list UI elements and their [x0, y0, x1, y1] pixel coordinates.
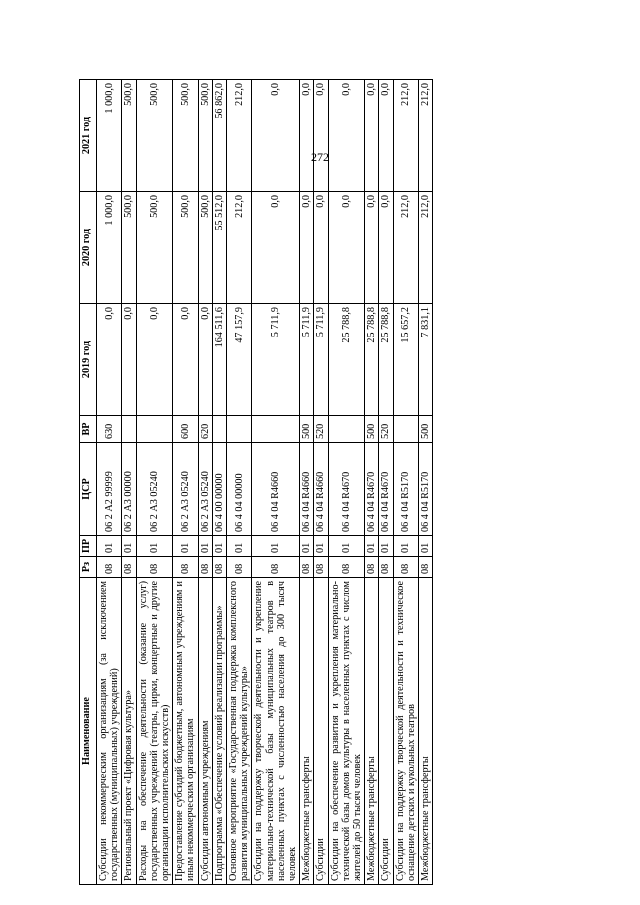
table-row — [97, 80, 122, 885]
cell-y2019: 15 657,2 — [393, 304, 418, 416]
cell-y2021: 212,0 — [393, 80, 418, 192]
cell-vr — [136, 416, 173, 443]
cell-y2021: 212,0 — [227, 80, 252, 192]
cell-rz: 08 — [328, 557, 365, 578]
cell-name: Субсидии — [314, 578, 328, 885]
header-row — [80, 80, 97, 885]
cell-vr — [212, 416, 226, 443]
cell-y2021: 0,0 — [379, 80, 393, 192]
cell-csr: 06 4 04 R4660 — [252, 443, 300, 536]
cell-y2021: 0,0 — [365, 80, 379, 192]
cell-vr — [393, 416, 418, 443]
cell-pr: 01 — [393, 536, 418, 557]
cell-y2020: 1 000,0 — [97, 192, 122, 304]
cell-y2020: 500,0 — [136, 192, 173, 304]
column-header: ПР — [80, 536, 97, 557]
cell-name: Предоставление субсидий бюджетным, автономным учреждениям и иным некоммерческим организациям — [173, 578, 198, 885]
cell-y2019: 0,0 — [122, 304, 136, 416]
cell-rz: 08 — [300, 557, 314, 578]
cell-y2020: 0,0 — [252, 192, 300, 304]
table-row — [365, 80, 379, 885]
cell-rz: 08 — [379, 557, 393, 578]
cell-y2020: 500,0 — [198, 192, 212, 304]
cell-pr: 01 — [314, 536, 328, 557]
cell-vr: 520 — [379, 416, 393, 443]
cell-name: Основное мероприятие «Государственная поддержка комплексного развития муниципальных учреждений культуры» — [227, 578, 252, 885]
table-row — [419, 80, 433, 885]
cell-vr: 600 — [173, 416, 198, 443]
cell-vr: 620 — [198, 416, 212, 443]
cell-pr: 01 — [173, 536, 198, 557]
cell-csr: 06 2 А3 05240 — [198, 443, 212, 536]
cell-rz: 08 — [252, 557, 300, 578]
cell-csr: 06 4 04 R4670 — [379, 443, 393, 536]
table-row — [173, 80, 198, 885]
column-header: Рз — [80, 557, 97, 578]
table-row — [136, 80, 173, 885]
cell-vr — [122, 416, 136, 443]
cell-pr: 01 — [136, 536, 173, 557]
cell-y2019: 164 511,6 — [212, 304, 226, 416]
column-header: Наименование — [80, 578, 97, 885]
cell-vr: 630 — [97, 416, 122, 443]
cell-csr: 06 4 04 R5170 — [419, 443, 433, 536]
cell-y2020: 500,0 — [122, 192, 136, 304]
cell-y2020: 212,0 — [227, 192, 252, 304]
cell-y2021: 500,0 — [173, 80, 198, 192]
cell-rz: 08 — [173, 557, 198, 578]
column-header: 2019 год — [80, 304, 97, 416]
cell-y2020: 212,0 — [419, 192, 433, 304]
cell-y2019: 25 788,8 — [379, 304, 393, 416]
cell-vr: 500 — [419, 416, 433, 443]
cell-name: Межбюджетные трансферты — [365, 578, 379, 885]
cell-name: Межбюджетные трансферты — [419, 578, 433, 885]
cell-pr: 01 — [97, 536, 122, 557]
cell-pr: 01 — [419, 536, 433, 557]
cell-y2019: 0,0 — [136, 304, 173, 416]
cell-y2019: 25 788,8 — [328, 304, 365, 416]
cell-y2019: 5 711,9 — [314, 304, 328, 416]
cell-rz: 08 — [314, 557, 328, 578]
rotated-table-container — [79, 80, 619, 885]
cell-y2020: 212,0 — [393, 192, 418, 304]
cell-y2019: 5 711,9 — [252, 304, 300, 416]
cell-name: Субсидии на поддержку творческой деятельности и укрепление материально-технической базы муниципальных театров в населенных пунктах с численностью населения до 300 тысяч человек — [252, 578, 300, 885]
cell-vr: 500 — [365, 416, 379, 443]
cell-y2021: 56 862,0 — [212, 80, 226, 192]
cell-vr: 500 — [300, 416, 314, 443]
cell-name: Субсидии на поддержку творческой деятельности и техническое оснащение детских и кукольных театров — [393, 578, 418, 885]
cell-y2021: 0,0 — [300, 80, 314, 192]
column-header: ВР — [80, 416, 97, 443]
table-row — [379, 80, 393, 885]
cell-csr: 06 2 А3 00000 — [122, 443, 136, 536]
page-number: 272 — [311, 150, 329, 164]
cell-y2020: 0,0 — [314, 192, 328, 304]
cell-rz: 08 — [212, 557, 226, 578]
cell-y2019: 5 711,9 — [300, 304, 314, 416]
cell-y2021: 500,0 — [122, 80, 136, 192]
cell-y2019: 0,0 — [97, 304, 122, 416]
table-row — [122, 80, 136, 885]
cell-y2020: 0,0 — [328, 192, 365, 304]
cell-pr: 01 — [198, 536, 212, 557]
cell-pr: 01 — [122, 536, 136, 557]
cell-name: Субсидии некоммерческим организациям (за исключением государственных (муниципальных) учреждений) — [97, 578, 122, 885]
cell-csr: 06 4 04 R4660 — [314, 443, 328, 536]
cell-csr: 06 4 04 R4670 — [365, 443, 379, 536]
cell-pr: 01 — [365, 536, 379, 557]
cell-y2020: 0,0 — [300, 192, 314, 304]
cell-rz: 08 — [227, 557, 252, 578]
cell-pr: 01 — [379, 536, 393, 557]
cell-pr: 01 — [212, 536, 226, 557]
cell-y2020: 500,0 — [173, 192, 198, 304]
table-row — [393, 80, 418, 885]
cell-y2019: 0,0 — [198, 304, 212, 416]
cell-rz: 08 — [136, 557, 173, 578]
cell-y2020: 0,0 — [365, 192, 379, 304]
cell-y2020: 0,0 — [379, 192, 393, 304]
cell-rz: 08 — [97, 557, 122, 578]
cell-y2021: 0,0 — [314, 80, 328, 192]
cell-y2021: 1 000,0 — [97, 80, 122, 192]
cell-csr: 06 4 00 00000 — [212, 443, 226, 536]
cell-vr — [328, 416, 365, 443]
cell-csr: 06 2 А3 05240 — [173, 443, 198, 536]
cell-rz: 08 — [419, 557, 433, 578]
cell-y2019: 47 157,9 — [227, 304, 252, 416]
cell-rz: 08 — [393, 557, 418, 578]
column-header: 2021 год — [80, 80, 97, 192]
cell-rz: 08 — [198, 557, 212, 578]
table-row — [198, 80, 212, 885]
cell-csr: 06 2 А2 99999 — [97, 443, 122, 536]
cell-pr: 01 — [227, 536, 252, 557]
table-row — [328, 80, 365, 885]
budget-table — [79, 79, 433, 885]
table-row — [314, 80, 328, 885]
cell-y2021: 500,0 — [136, 80, 173, 192]
cell-name: Региональный проект «Цифровая культура» — [122, 578, 136, 885]
cell-name: Межбюджетные трансферты — [300, 578, 314, 885]
table-row — [252, 80, 300, 885]
cell-pr: 01 — [252, 536, 300, 557]
cell-csr: 06 2 А3 05240 — [136, 443, 173, 536]
cell-csr: 06 4 04 00000 — [227, 443, 252, 536]
cell-y2021: 0,0 — [252, 80, 300, 192]
cell-name: Расходы на обеспечение деятельности (оказание услуг) государственных учреждений (театры, цирки, концертные и другие организации исполнительских искусств) — [136, 578, 173, 885]
cell-y2019: 0,0 — [173, 304, 198, 416]
cell-y2021: 500,0 — [198, 80, 212, 192]
table-row — [212, 80, 226, 885]
cell-y2019: 25 788,8 — [365, 304, 379, 416]
cell-csr: 06 4 04 R4660 — [300, 443, 314, 536]
table-row — [227, 80, 252, 885]
cell-vr: 520 — [314, 416, 328, 443]
column-header: 2020 год — [80, 192, 97, 304]
cell-vr — [252, 416, 300, 443]
cell-pr: 01 — [300, 536, 314, 557]
cell-vr — [227, 416, 252, 443]
cell-rz: 08 — [122, 557, 136, 578]
cell-name: Субсидии автономным учреждениям — [198, 578, 212, 885]
cell-y2021: 0,0 — [328, 80, 365, 192]
cell-csr: 06 4 04 R4670 — [328, 443, 365, 536]
cell-rz: 08 — [365, 557, 379, 578]
column-header: ЦСР — [80, 443, 97, 536]
cell-csr: 06 4 04 R5170 — [393, 443, 418, 536]
cell-name: Субсидии на обеспечение развития и укрепления материально-технической базы домов культуры в населенных пунктах с числом жителей до 50 тысяч человек — [328, 578, 365, 885]
cell-name: Подпрограмма «Обеспечение условий реализации программы» — [212, 578, 226, 885]
table-row — [300, 80, 314, 885]
cell-y2021: 212,0 — [419, 80, 433, 192]
cell-y2020: 55 512,0 — [212, 192, 226, 304]
cell-pr: 01 — [328, 536, 365, 557]
cell-y2019: 7 831,1 — [419, 304, 433, 416]
cell-name: Субсидии — [379, 578, 393, 885]
